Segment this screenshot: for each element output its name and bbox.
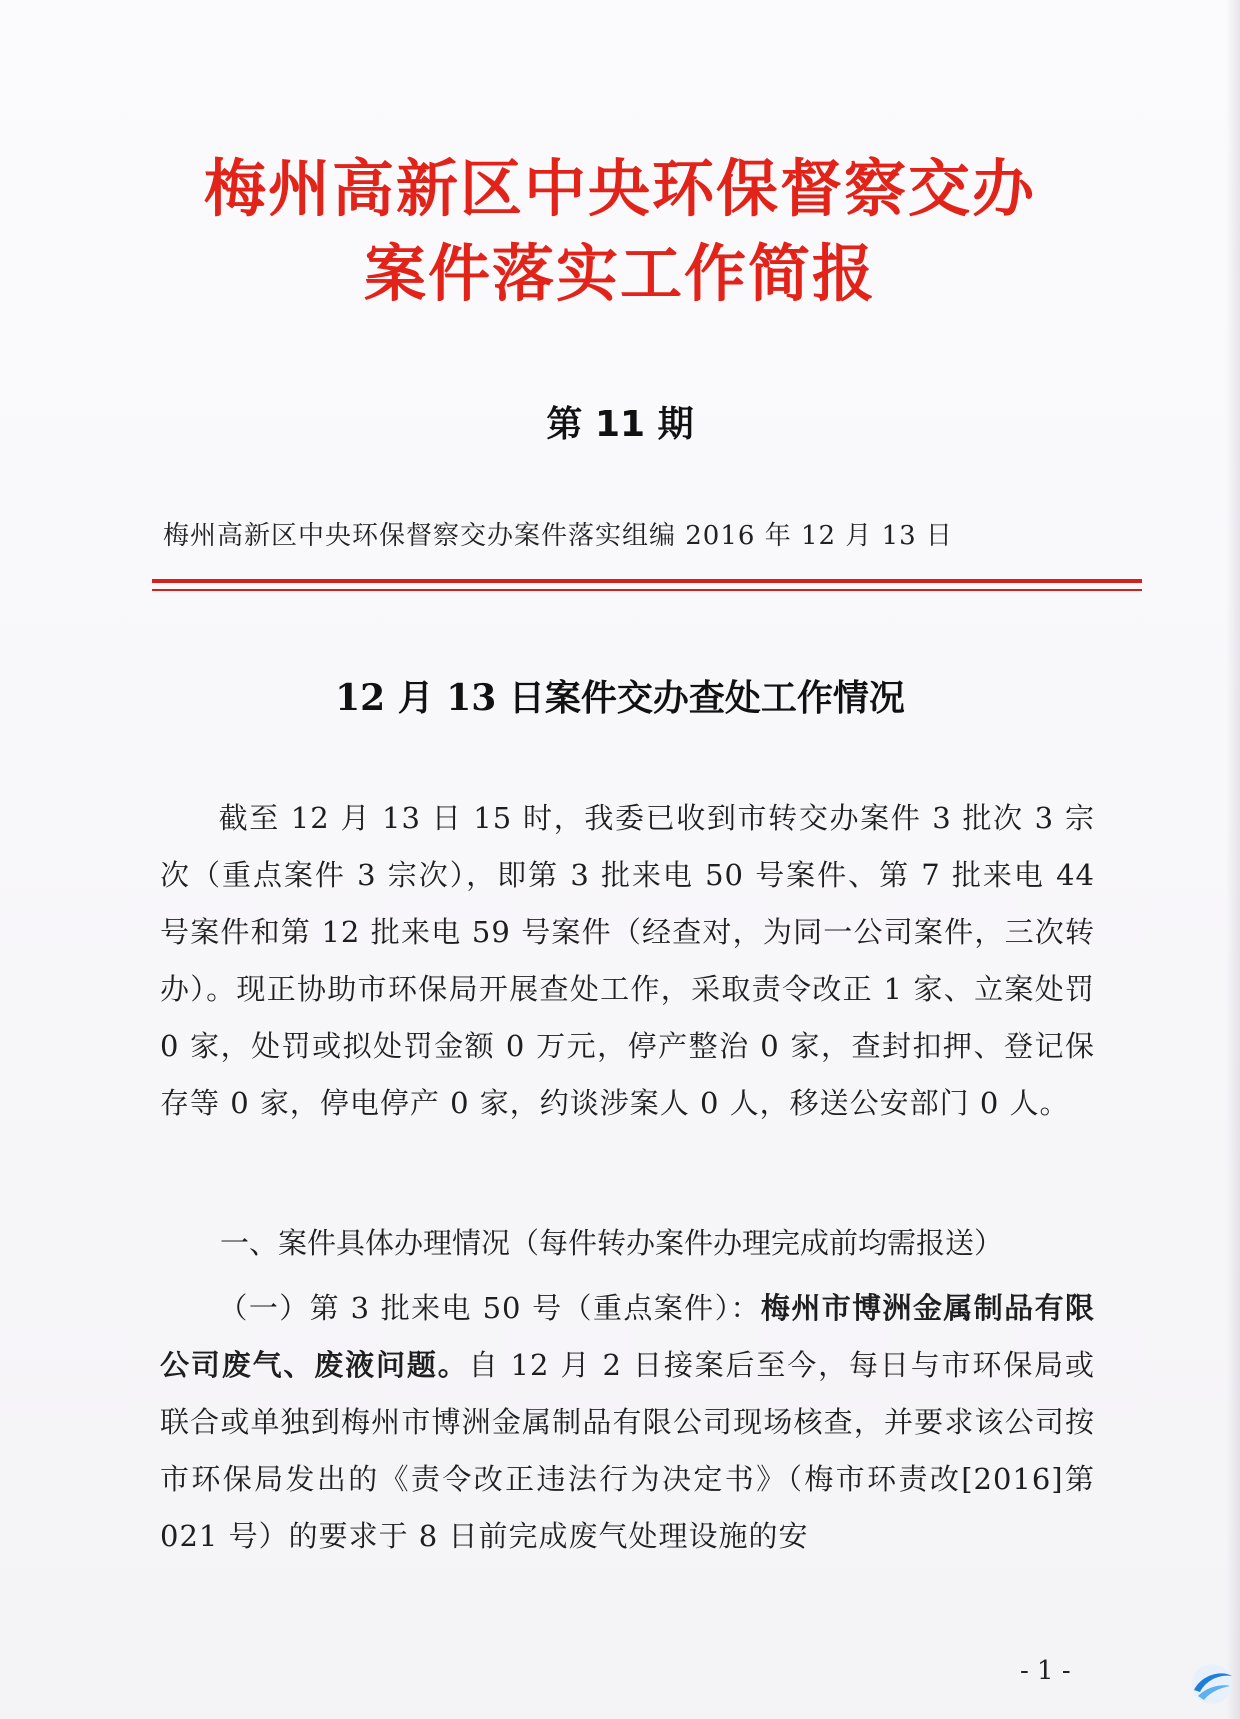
summary-text: 截至 12 月 13 日 15 时，我委已收到市转交办案件 3 批次 3 宗次（重点案件 3 宗次），即第 3 批来电 50 号案件、第 7 批来电 44 号案件和第 12 批来电 59 号案件（经查对，为同一公司案件，三次转办）。现正协助市环保局开展查处工作，采取责令改正 1 家、立案处罚 0 家，处罚或拟处罚金额 0 万元，停产整治 0 家，查封扣押、登记保存等 0 家，停电停产 0 家，约谈涉案人 0 人，移送公安部门 0 人。 <box>160 801 1095 1120</box>
subsection-heading: 一、案件具体办理情况（每件转办案件办理完成前均需报送） <box>220 1226 1004 1260</box>
issue-number: 第 11 期 <box>546 404 694 445</box>
case-subject: 梅州市博洲金属制品有限公司废气、废液问题。 <box>160 1291 1095 1382</box>
red-divider-thin <box>152 589 1142 591</box>
page-number: - 1 - <box>1020 1656 1071 1686</box>
bulletin-title-line1: 梅州高新区中央环保督察交办 <box>203 152 1036 225</box>
section-title: 12 月 13 日案件交办查处工作情况 <box>335 677 905 719</box>
case-paragraph <box>160 1280 1095 1565</box>
case-prefix: （一）第 3 批来电 50 号（重点案件）： <box>218 1291 761 1325</box>
bulletin-title-line2: 案件落实工作简报 <box>363 237 876 310</box>
case-text: 自 12 月 2 日接案后至今，每日与市环保局或联合或单独到梅州市博洲金属制品有限公司现场核查，并要求该公司按市环保局发出的《责令改正违法行为决定书》（梅市环责改[2016]第 021 号）的要求于 8 日前完成废气处理设施的安 <box>160 1348 1095 1553</box>
red-divider-thick <box>152 579 1142 583</box>
editor-date-line: 梅州高新区中央环保督察交办案件落实组编 2016 年 12 月 13 日 <box>163 521 953 551</box>
swirl-logo-icon <box>1188 1660 1236 1708</box>
summary-paragraph <box>160 790 1095 1132</box>
